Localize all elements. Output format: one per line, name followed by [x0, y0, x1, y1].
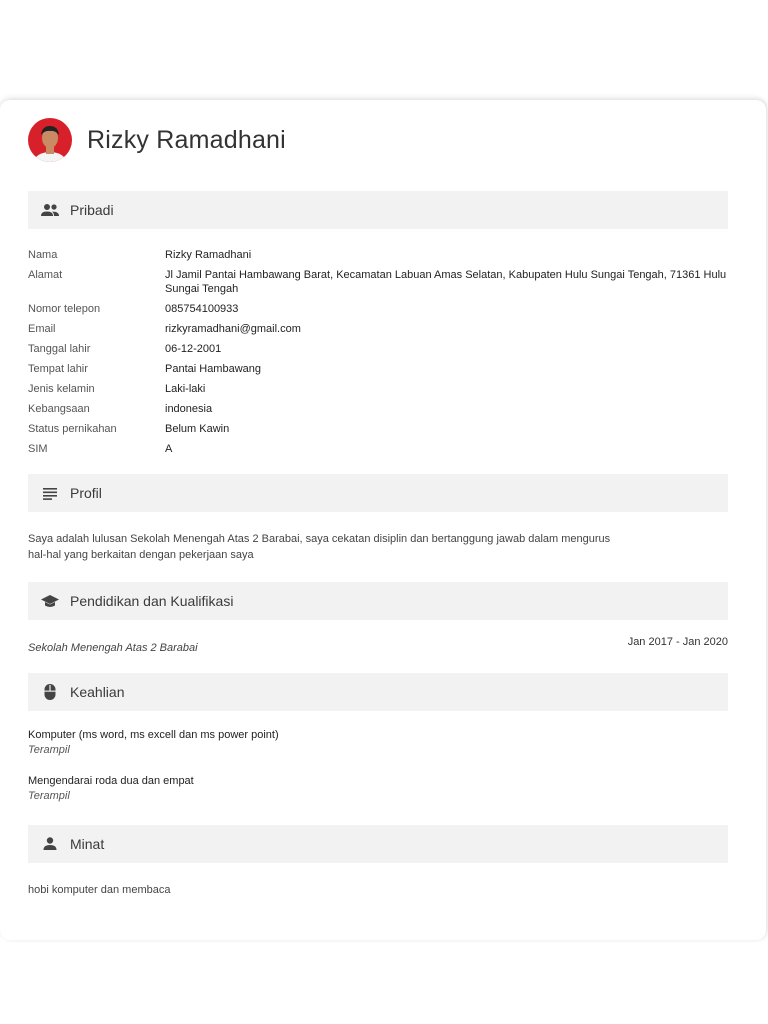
info-row-tempat-lahir — [28, 362, 728, 376]
info-label: Status pernikahan — [28, 423, 117, 435]
info-row-telepon — [28, 302, 728, 316]
info-row-kebangsaan — [28, 402, 728, 416]
resume-header — [28, 118, 286, 162]
info-label: Nomor telepon — [28, 303, 101, 315]
info-value: Pantai Hambawang — [165, 363, 262, 375]
info-row-nama — [28, 248, 728, 262]
info-row-status-pernikahan — [28, 422, 728, 436]
resume-page — [0, 100, 766, 940]
info-value: 06-12-2001 — [165, 343, 222, 355]
section-keahlian — [28, 673, 728, 711]
info-row-alamat — [28, 268, 728, 296]
info-value: A — [165, 443, 173, 455]
info-value: Belum Kawin — [165, 423, 230, 435]
info-label: SIM — [28, 443, 48, 455]
info-row-tanggal-lahir — [28, 342, 728, 356]
info-value: 085754100933 — [165, 303, 239, 315]
page-title: Rizky Ramadhani — [87, 125, 286, 154]
info-row-jenis-kelamin — [28, 382, 728, 396]
info-label: Alamat — [28, 269, 63, 281]
section-pendidikan — [28, 582, 728, 620]
avatar — [28, 118, 72, 162]
notes-icon — [40, 483, 60, 503]
profile-text: Saya adalah lulusan Sekolah Menengah Atas 2 Barabai, saya cekatan disiplin dan bertanggung jawab dalam mengurus hal-hal yang berkaitan dengan pekerjaan saya — [28, 533, 611, 561]
info-label: Jenis kelamin — [28, 383, 95, 395]
skill-level: Terampil — [28, 790, 70, 802]
skill-item — [28, 728, 279, 758]
section-minat — [28, 825, 728, 863]
info-label: Kebangsaan — [28, 403, 90, 415]
skill-level: Terampil — [28, 744, 70, 756]
skill-item — [28, 774, 194, 804]
section-title: Pribadi — [70, 202, 114, 218]
info-value: Jl Jamil Pantai Hambawang Barat, Kecamatan Labuan Amas Selatan, Kabupaten Hulu Sungai Tengah, 71361 Hulu Sungai Tengah — [165, 269, 727, 295]
graduation-cap-icon — [40, 591, 60, 611]
skill-name: Komputer (ms word, ms excell dan ms power point) — [28, 729, 279, 741]
interests-text: hobi komputer dan membaca — [28, 884, 171, 896]
info-row-sim — [28, 442, 728, 456]
info-label: Nama — [28, 249, 58, 261]
skill-name: Mengendarai roda dua dan empat — [28, 775, 194, 787]
info-label: Tanggal lahir — [28, 343, 91, 355]
section-title: Keahlian — [70, 684, 125, 700]
education-school: Sekolah Menengah Atas 2 Barabai — [28, 642, 198, 654]
info-value: rizkyramadhani@gmail.com — [165, 323, 301, 335]
section-title: Pendidikan dan Kualifikasi — [70, 593, 234, 609]
section-title: Profil — [70, 485, 102, 501]
section-title: Minat — [70, 836, 105, 852]
info-label: Tempat lahir — [28, 363, 88, 375]
section-pribadi — [28, 191, 728, 229]
person-icon — [40, 834, 60, 854]
personal-info-table — [28, 248, 728, 462]
info-row-email — [28, 322, 728, 336]
info-label: Email — [28, 323, 56, 335]
section-profil — [28, 474, 728, 512]
mouse-icon — [40, 682, 60, 702]
info-value: Laki-laki — [165, 383, 206, 395]
education-period: Jan 2017 - Jan 2020 — [627, 636, 728, 648]
info-value: Rizky Ramadhani — [165, 249, 252, 261]
people-icon — [40, 200, 60, 220]
info-value: indonesia — [165, 403, 213, 415]
